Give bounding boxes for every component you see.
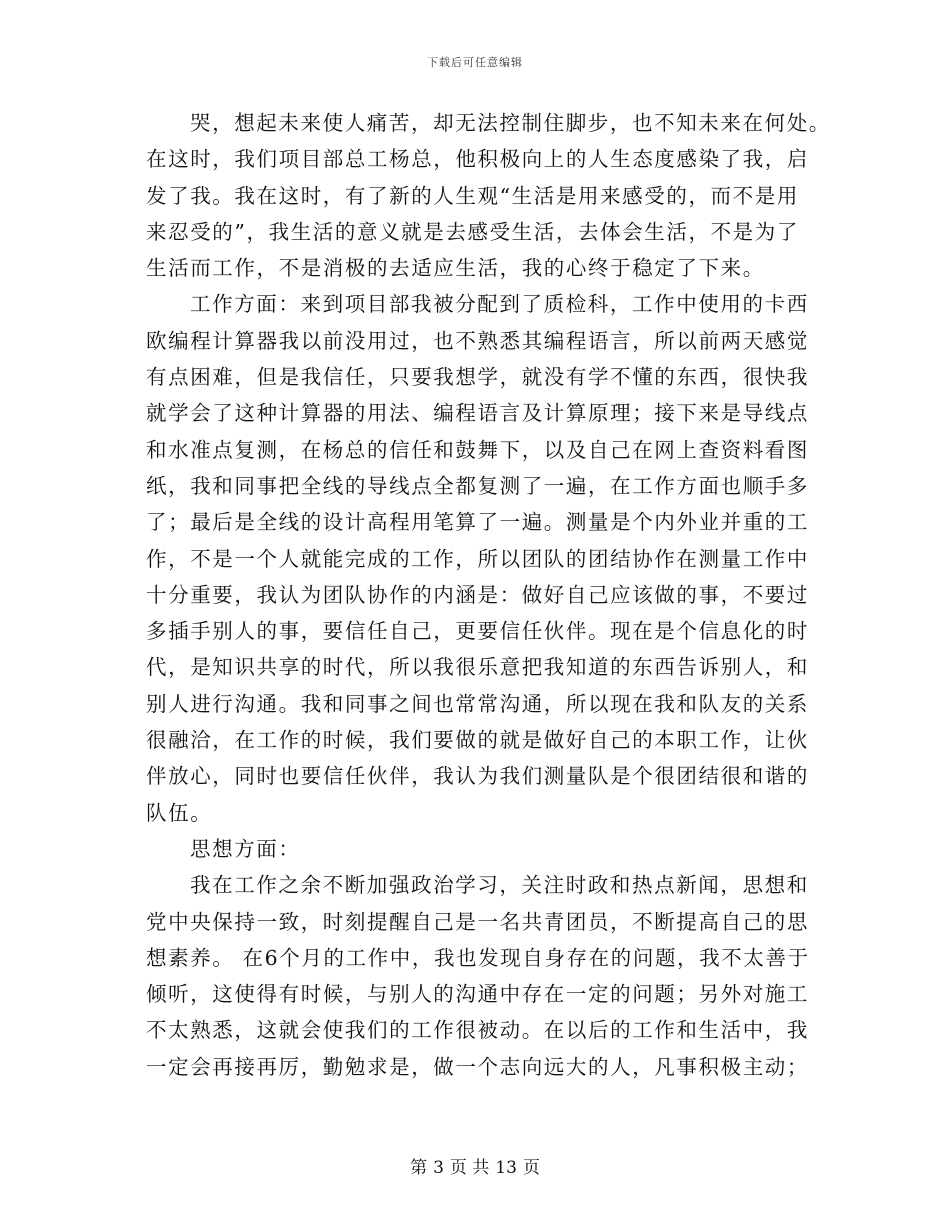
paragraph-line: 十分重要，我认为团队协作的内涵是：做好自己应该做的事，不要过 <box>146 582 809 607</box>
paragraph-line: 发了我。我在这时，有了新的人生观“生活是用来感受的，而不是用 <box>146 183 799 208</box>
paragraph-line: 我在工作之余不断加强政治学习，关注时政和热点新闻，思想和 <box>190 873 809 898</box>
paragraph-line: 一定会再接再厉，勤勉求是，做一个志向远大的人，凡事积极主动； <box>146 1054 809 1079</box>
paragraph-line: 来忍受的”，我生活的意义就是去感受生活，去体会生活，不是为了 <box>146 219 799 244</box>
paragraph-line: 伴放心，同时也要信任伙伴，我认为我们测量队是个很团结很和谐的 <box>146 764 809 789</box>
paragraph-line: 多插手别人的事，要信任自己，更要信任伙伴。现在是个信息化的时 <box>146 619 809 644</box>
paragraph-line: 纸，我和同事把全线的导线点全都复测了一遍，在工作方面也顺手多 <box>146 473 809 498</box>
paragraph-line: 工作方面：来到项目部我被分配到了质检科，工作中使用的卡西 <box>190 292 809 317</box>
section-heading: 思想方面： <box>190 836 301 861</box>
paragraph-line: 生活而工作，不是消极的去适应生活，我的心终于稳定了下来。 <box>146 256 765 281</box>
paragraph-line: 党中央保持一致，时刻提醒自己是一名共青团员，不断提高自己的思 <box>146 909 809 934</box>
footer-suffix: 页 <box>522 1158 540 1178</box>
paragraph-line: 哭，想起未来使人痛苦，却无法控制住脚步，也不知未来在何处。 <box>190 111 831 135</box>
paragraph-line: 就学会了这种计算器的用法、编程语言及计算原理；接下来是导线点 <box>146 401 809 426</box>
footer-current-page: 3 <box>433 1158 444 1178</box>
paragraph-line: 队伍。 <box>146 800 213 825</box>
paragraph-line: 倾听，这使得有时候，与别人的沟通中存在一定的问题；另外对施工 <box>146 982 809 1007</box>
body-text <box>146 105 831 1085</box>
paragraph-line: 和水准点复测，在杨总的信任和鼓舞下，以及自己在网上查资料看图 <box>146 437 809 462</box>
paragraph-line: 别人进行沟通。我和同事之间也常常沟通，所以现在我和队友的关系 <box>146 691 809 716</box>
paragraph-line: 代，是知识共享的时代，所以我很乐意把我知道的东西告诉别人，和 <box>146 655 809 680</box>
paragraph-line: 在这时，我们项目部总工杨总，他积极向上的人生态度感染了我，启 <box>146 147 809 172</box>
footer-total-pages: 13 <box>495 1158 517 1178</box>
paragraph-line: 作，不是一个人就能完成的工作，所以团队的团结协作在测量工作中 <box>146 546 809 571</box>
footer-prefix: 第 <box>410 1158 428 1178</box>
footer-middle: 页 共 <box>449 1158 490 1178</box>
paragraph-line: 了；最后是全线的设计高程用笔算了一遍。测量是个内外业并重的工 <box>146 510 809 535</box>
page-number-footer <box>0 1153 950 1178</box>
paragraph-line: 不太熟悉，这就会使我们的工作很被动。在以后的工作和生活中，我 <box>146 1018 809 1043</box>
paragraph-line: 欧编程计算器我以前没用过，也不熟悉其编程语言，所以前两天感觉 <box>146 328 809 353</box>
paragraph-line: 有点困难，但是我信任，只要我想学，就没有学不懂的东西，很快我 <box>146 365 809 390</box>
paragraph-line: 想素养。 在6个月的工作中，我也发现自身存在的问题，我不太善于 <box>146 945 810 970</box>
paragraph-line: 很融洽，在工作的时候，我们要做的就是做好自己的本职工作，让伙 <box>146 728 809 753</box>
header-note: 下载后可任意编辑 <box>427 56 523 69</box>
